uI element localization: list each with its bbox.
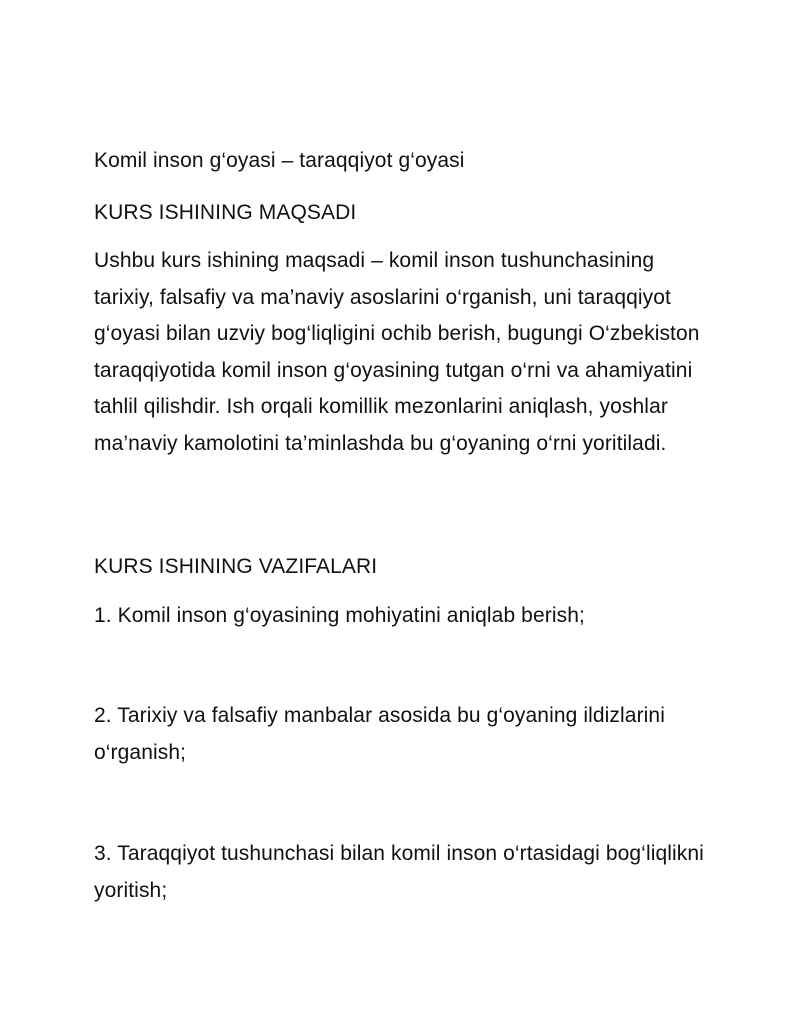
task-item-1: 1. Komil inson g‘oyasining mohiyatini aniqlab berish; bbox=[94, 604, 585, 627]
task-item-3: 3. Taraqqiyot tushunchasi bilan komil inson o‘rtasidagi bog‘liqlikni yoritish; bbox=[94, 842, 704, 902]
task-item-2: 2. Tarixiy va falsafiy manbalar asosida bu g‘oyaning ildizlarini o‘rganish; bbox=[94, 704, 665, 764]
purpose-heading: KURS ISHINING MAQSADI bbox=[94, 201, 357, 224]
tasks-heading: KURS ISHINING VAZIFALARI bbox=[94, 555, 378, 578]
purpose-paragraph: Ushbu kurs ishining maqsadi – komil inson tushunchasining tarixiy, falsafiy va ma’naviy asoslarini o‘rganish, uni taraqqiyot g‘oyasi bilan uzviy bog‘liqligini ochib berish, bugungi O‘zbekiston taraqqiyotida komil inson g‘oyasining tutgan o‘rni va ahamiyatini tahlil qilishdir. Ish orqali komillik mezonlarini aniqlash, yoshlar ma’naviy kamolotini ta’minlashda bu g‘oyaning o‘rni yoritiladi. bbox=[94, 249, 700, 455]
document-title: Komil inson g‘oyasi – taraqqiyot g‘oyasi bbox=[94, 149, 465, 172]
